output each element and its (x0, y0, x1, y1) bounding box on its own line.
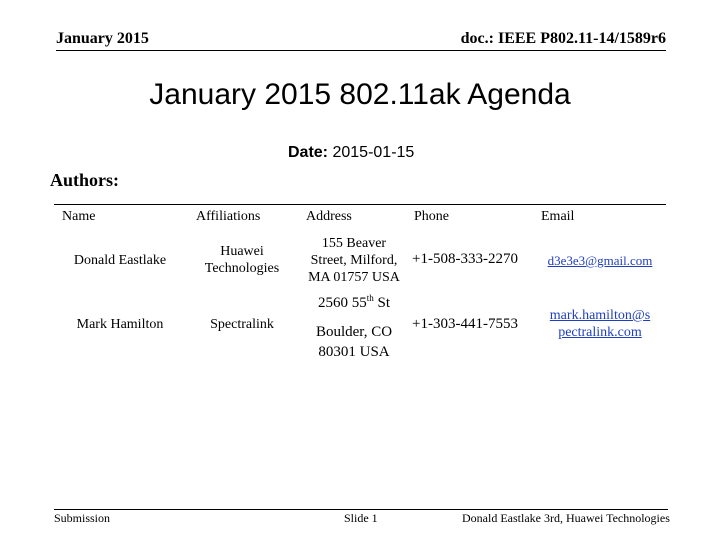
footer-author: Donald Eastlake 3rd, Huawei Technologies (462, 511, 670, 525)
email-link[interactable]: d3e3e3@gmail.com (547, 253, 653, 268)
author-email[interactable] (538, 252, 662, 269)
footer-slide-number: Slide 1 (344, 511, 378, 525)
footer-submission: Submission (54, 511, 111, 525)
address-line: 80301 USA (318, 344, 390, 360)
author-phone: +1-303-441-7553 (412, 316, 518, 332)
email-link-line[interactable]: pectralink.com (558, 325, 642, 340)
date-value: 2015-01-15 (332, 144, 415, 161)
col-header-name: Name (62, 209, 96, 224)
header-doc-id: doc.: IEEE P802.11-14/1589r6 (460, 30, 666, 47)
table-top-rule (54, 204, 666, 205)
col-header-phone: Phone (414, 209, 449, 224)
affiliation-line: Technologies (204, 261, 280, 276)
date-label: Date: (288, 144, 329, 161)
email-link-line[interactable]: mark.hamilton@s (549, 308, 651, 323)
authors-label: Authors: (50, 170, 120, 190)
footer-rule (54, 509, 668, 510)
date-line (288, 144, 414, 162)
author-name: Mark Hamilton (76, 317, 164, 332)
address-line: MA 01757 USA (308, 270, 400, 285)
col-header-email: Email (541, 209, 575, 224)
slide-title: January 2015 802.11ak Agenda (149, 78, 571, 111)
col-header-affiliations: Affiliations (196, 209, 261, 224)
address-line: Boulder, CO (315, 324, 393, 340)
address-line: 155 Beaver (321, 236, 387, 251)
header-date: January 2015 (56, 30, 149, 47)
address-line: Street, Milford, (310, 253, 398, 268)
author-phone: +1-508-333-2270 (412, 251, 518, 267)
col-header-address: Address (306, 209, 352, 224)
author-address (300, 288, 408, 362)
author-email[interactable] (532, 307, 668, 341)
affiliation-line: Huawei (220, 244, 264, 259)
author-affiliation: Spectralink (210, 317, 274, 332)
address-line: 2560 55th St (317, 293, 391, 311)
author-name: Donald Eastlake (73, 253, 167, 268)
author-address (300, 235, 408, 286)
author-affiliation (192, 243, 292, 277)
header-rule (56, 50, 666, 51)
